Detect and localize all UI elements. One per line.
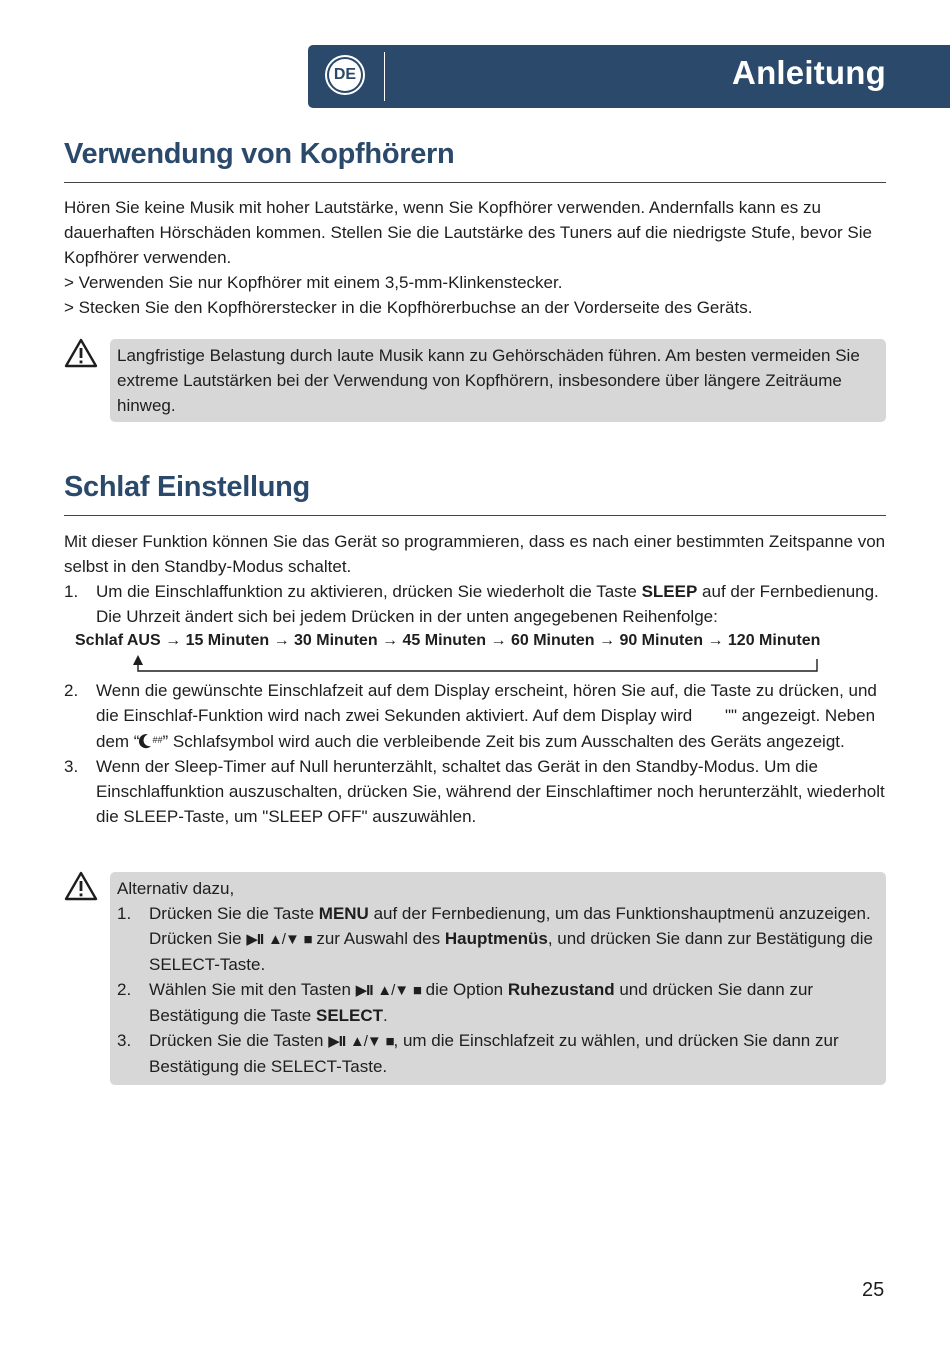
sleep-step-1 — [64, 579, 894, 629]
sequence-item: 60 Minuten — [510, 632, 595, 649]
play-pause-icon: ▶II — [355, 982, 373, 999]
sequence-arrow: → — [165, 632, 182, 649]
sleep-steps-2-3 — [64, 678, 894, 829]
note-intro: Alternativ dazu, — [117, 879, 235, 898]
sleep-intro-text: Mit dieser Funktion können Sie das Gerät so programmieren, dass es nach einer bestimmten Zeitspanne von selbst in den Standby-Modus schaltet. — [64, 532, 886, 576]
warning-icon — [64, 338, 98, 368]
section-rule — [64, 515, 886, 516]
page-number: 25 — [862, 1279, 885, 1301]
list-item — [64, 579, 894, 629]
step-text: Um die Einschlaffunktion zu aktivieren, drücken Sie wiederholt die Taste — [96, 582, 642, 601]
note-bold: Hauptmenüs — [444, 929, 548, 948]
note-text: , um die Einschlafzeit zu wählen, und drücken Sie dann zur Bestätigung die SELECT-Taste. — [149, 1031, 839, 1076]
note-bold: Ruhezustand — [507, 980, 615, 999]
play-pause-icon: ▶II — [246, 931, 264, 948]
note-text: die Option — [420, 980, 508, 999]
note-text: zur Auswahl des — [311, 929, 445, 948]
warning-note — [110, 339, 886, 422]
sequence-item: 30 Minuten — [294, 632, 378, 649]
sequence-item: 90 Minuten — [619, 632, 703, 649]
list-number: 3. — [64, 757, 79, 776]
step-text: ” Schlafsymbol wird auch die verbleibende Zeit bis zum Ausschalten des Geräts angezeigt. — [162, 732, 845, 751]
up-down-icon: ▲/▼ — [377, 982, 409, 999]
header-title: Anleitung — [732, 54, 886, 91]
step-text: auf der Fernbedienung. Die Uhrzeit ändert sich bei jedem Drücken in der unten angegebenen Reihenfolge: — [96, 582, 879, 626]
header-divider — [384, 52, 385, 101]
list-number: 1. — [64, 582, 79, 601]
up-down-icon: ▲/▼ — [267, 931, 299, 948]
list-item — [64, 754, 894, 829]
sleep-moon-icon — [139, 733, 152, 749]
header-bar — [308, 45, 950, 108]
note-bold: SELECT — [315, 1006, 384, 1025]
sequence-item: 45 Minuten — [402, 632, 487, 649]
sequence-arrow: → — [490, 632, 507, 649]
list-item — [117, 977, 876, 1028]
language-badge — [325, 55, 365, 95]
note-text: . — [383, 1006, 388, 1025]
sequence-loop-arrow — [128, 654, 822, 676]
note-text: Drücken Sie die Tasten — [149, 1031, 329, 1050]
note-text: , und drücken Sie dann zur Bestätigung die SELECT-Taste. — [149, 929, 873, 974]
sequence-arrow: → — [707, 632, 724, 649]
list-number: 2. — [117, 980, 132, 999]
list-item — [117, 1028, 876, 1079]
sleep-sequence — [75, 628, 887, 653]
sequence-item: Schlaf AUS — [75, 632, 161, 649]
headphones-text — [64, 195, 894, 320]
sequence-arrow: → — [598, 632, 615, 649]
up-down-icon: ▲/▼ — [349, 1033, 381, 1050]
headphones-bullet: > Stecken Sie den Kopfhörerstecker in die Kopfhörerbuchse an der Vorderseite des Geräts. — [64, 298, 753, 317]
stop-icon: ■ — [303, 931, 312, 948]
section-rule — [64, 182, 886, 183]
language-badge-label: DE — [329, 59, 361, 91]
step-text: Wenn die gewünschte Einschlafzeit auf dem Display erscheint, hören Sie auf, die Taste zu drücken, und die Einschlaf-Funktion wird nach zwei Sekunden aktiviert. Auf dem Display wird — [96, 681, 877, 725]
note-bold: MENU — [318, 904, 369, 923]
sequence-item: 120 Minuten — [727, 632, 821, 649]
sequence-arrow: → — [382, 632, 399, 649]
list-number: 1. — [117, 904, 132, 923]
step-quote: "" — [724, 706, 738, 725]
section-title-sleep: Schlaf Einstellung — [64, 471, 310, 503]
section-title-headphones: Verwendung von Kopfhörern — [64, 138, 455, 170]
step-text: Wenn der Sleep-Timer auf Null herunterzählt, schaltet das Gerät in den Standby-Modus. Um die Einschlaffunktion auszuschalten, drücken Sie, während der Einschlaftimer noch herunterzählt, wiederholt die SLEEP-Taste, um "SLEEP OFF" auszuwählen. — [96, 757, 885, 826]
sleep-symbol-suffix: ## — [152, 735, 163, 745]
note-text: Drücken Sie die Taste — [149, 904, 319, 923]
stop-icon: ■ — [385, 1033, 394, 1050]
list-number: 2. — [64, 681, 79, 700]
stop-icon: ■ — [412, 982, 421, 999]
list-item — [64, 678, 894, 754]
note-text: und drücken Sie dann zur Bestätigung die Taste — [149, 980, 814, 1025]
list-number: 3. — [117, 1031, 132, 1050]
play-pause-icon: ▶II — [328, 1033, 346, 1050]
warning-icon — [64, 871, 98, 901]
headphones-intro: Hören Sie keine Musik mit hoher Lautstärke, wenn Sie Kopfhörer verwenden. Andernfalls kann es zu dauerhaften Hörschäden kommen. Stellen Sie die Lautstärke des Tuners auf die niedrigste Stufe, bevor Sie Kopfhörer verwenden. — [64, 198, 872, 267]
list-item — [117, 901, 876, 977]
sleep-intro — [64, 529, 894, 579]
sequence-arrow: → — [273, 632, 290, 649]
note-text: auf der Fernbedienung, um das Funktionshauptmenü anzuzeigen. Drücken Sie — [149, 904, 871, 948]
alternative-note — [110, 872, 886, 1085]
note-text: Wählen Sie mit den Tasten — [149, 980, 356, 999]
step-text: angezeigt. Neben dem “ — [96, 706, 876, 751]
headphones-bullet: > Verwenden Sie nur Kopfhörer mit einem 3,5-mm-Klinkenstecker. — [64, 273, 563, 292]
step-bold: SLEEP — [641, 582, 698, 601]
sequence-item: 15 Minuten — [185, 632, 270, 649]
warning-text: Langfristige Belastung durch laute Musik kann zu Gehörschäden führen. Am besten vermeiden Sie extreme Lautstärken bei der Verwendung von Kopfhörern, insbesondere über längere Zeiträume hinweg. — [117, 346, 860, 415]
